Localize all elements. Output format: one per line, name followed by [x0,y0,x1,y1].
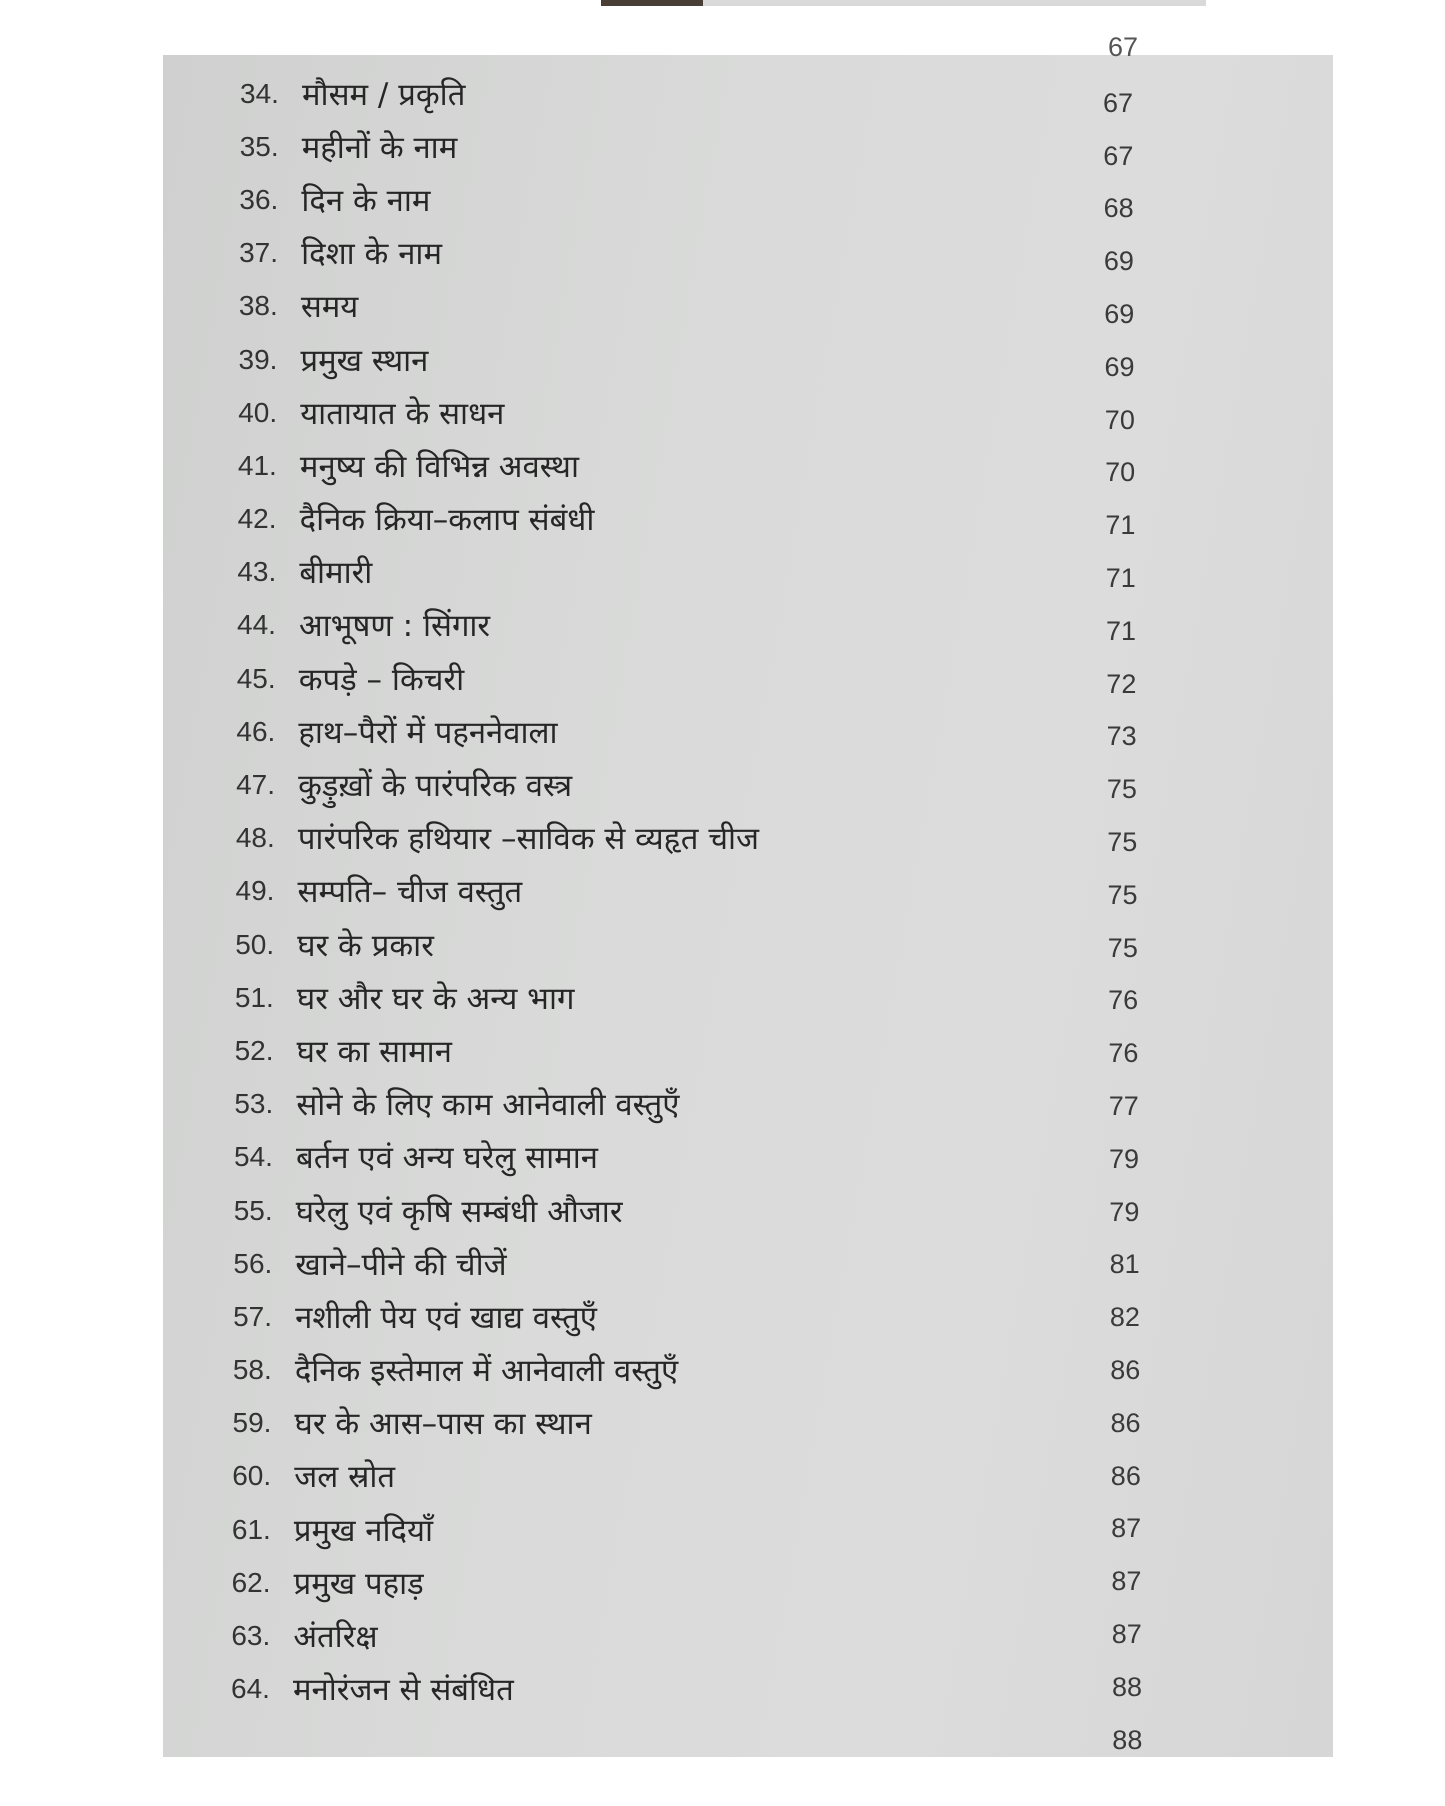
contents-entry [237,652,1060,705]
contents-entry [238,493,1060,546]
entry-title: घर और घर के अन्य भाग [296,980,575,1017]
page-number: 79 [1109,1143,1140,1174]
entry-title: घरेलु एवं कृषि सम्बंधी औजार [295,1193,623,1230]
book-page [163,32,1333,1757]
entry-title: खाने–पीने की चीजें [295,1246,507,1283]
entry-title: हाथ–पैरों में पहननेवाला [298,714,558,751]
entry-number: 36. [239,183,279,215]
contents-entry [240,120,1060,173]
entry-title: प्रमुख पहाड़ [293,1565,424,1602]
page-number: 87 [1111,1619,1142,1649]
entry-number: 45. [236,662,276,694]
contents-entry [236,705,1060,758]
entry-number: 38. [238,290,278,322]
page-number: 73 [1106,721,1137,752]
contents-entry [237,546,1060,599]
entry-number: 35. [239,130,279,162]
contents-entry [238,439,1060,492]
contents-entry [231,1663,1060,1716]
top-image-strip [601,0,1206,6]
contents-entry [239,227,1060,280]
entry-number: 57. [233,1300,273,1332]
contents-entry [238,386,1060,439]
contents-entry [236,812,1060,865]
page-number: 71 [1106,615,1137,646]
contents-entry [233,1397,1061,1450]
entry-title: अंतरिक्ष [293,1619,378,1656]
entry-title: बीमारी [299,555,373,592]
cut-off-page-number: 67 [1108,32,1139,62]
contents-entry [234,1131,1060,1184]
page-number: 69 [1104,351,1135,382]
page-number: 75 [1107,932,1138,963]
entry-number: 46. [236,715,276,747]
entry-title: घर के आस–पास का स्थान [294,1406,592,1443]
entry-title: कुड़ुख़ों के पारंपरिक वस्त्र [298,768,573,805]
entry-title: दिशा के नाम [301,236,442,273]
entry-number: 34. [240,77,279,109]
entry-title: सोने के लिए काम आनेवाली वस्तुएँ [296,1087,680,1124]
contents-entry [237,599,1060,652]
entry-title: सम्पति– चीज वस्तुत [297,874,523,911]
entry-title: मनोरंजन से संबंधित [293,1672,514,1709]
contents-entry [231,1609,1060,1662]
entry-number: 48. [235,822,275,854]
entry-number: 54. [234,1141,273,1173]
page-number: 72 [1106,668,1137,699]
page-number-column [1103,77,1163,1767]
page-number: 67 [1103,87,1134,118]
contents-entry [233,1290,1060,1343]
contents-entry [239,280,1060,333]
page-number: 69 [1103,246,1134,277]
contents-entry [232,1556,1060,1609]
page-number: 75 [1107,879,1138,910]
entry-title: दैनिक क्रिया–कलाप संबंधी [299,502,595,539]
entry-title: नशीली पेय एवं खाद्य वस्तुएँ [295,1299,597,1336]
entry-number: 56. [233,1247,273,1279]
contents-entry [233,1344,1060,1397]
contents-entry [236,865,1061,918]
entry-number: 43. [237,556,277,588]
page-number: 70 [1105,457,1136,488]
entry-title: आभूषण : सिंगार [299,608,491,645]
entry-number: 61. [231,1513,271,1545]
entry-number: 62. [231,1566,271,1598]
entry-number: 64. [231,1673,270,1705]
page-number: 76 [1108,985,1139,1016]
dark-strip-segment [601,0,703,6]
entry-number: 63. [231,1620,271,1652]
entry-title: महीनों के नाम [301,129,458,166]
contents-list [231,67,1060,1716]
entry-title: मौसम / प्रकृति [302,76,466,113]
page-number: 71 [1105,563,1136,594]
entry-number: 60. [232,1460,272,1492]
page-number: 86 [1110,1355,1141,1386]
contents-entry [234,1078,1060,1131]
entry-title: बर्तन एवं अन्य घरेलु सामान [296,1140,598,1177]
entry-number: 51. [234,981,274,1013]
entry-number: 39. [238,343,278,375]
entry-number: 58. [232,1354,272,1386]
page-number: 88 [1112,1671,1143,1702]
contents-entry [235,1024,1060,1077]
page-number: 71 [1105,510,1136,541]
page-number: 75 [1107,827,1138,858]
entry-title: दिन के नाम [301,182,431,219]
entry-number: 53. [234,1088,274,1120]
contents-entry [232,1503,1060,1556]
entry-title: कपड़े – किचरी [298,661,465,698]
contents-entry [235,971,1060,1024]
contents-entry [240,67,1060,120]
contents-entry [234,1184,1060,1237]
entry-number: 55. [233,1194,273,1226]
entry-title: घर के प्रकार [297,927,434,964]
contents-entry [233,1237,1060,1290]
page-number: 82 [1109,1302,1140,1333]
entry-number: 52. [234,1034,274,1066]
entry-number: 40. [238,396,278,428]
contents-entry [236,758,1060,811]
entry-number: 42. [237,503,277,535]
entry-number: 59. [232,1407,272,1439]
entry-number: 50. [235,928,275,960]
entry-title: समय [300,289,359,326]
entry-number: 49. [235,875,275,907]
entry-title: पारंपरिक हथियार –साविक से व्यहृत चीज [297,821,760,858]
page-number: 68 [1103,193,1134,224]
page-number: 87 [1111,1566,1142,1597]
page-number: 79 [1109,1196,1140,1227]
page-number: 67 [1103,140,1134,171]
page-number: 70 [1104,404,1135,435]
page-number: 77 [1108,1091,1139,1122]
contents-entry [235,918,1060,971]
entry-title: दैनिक इस्तेमाल में आनेवाली वस्तुएँ [294,1353,679,1390]
contents-entry [232,1450,1060,1503]
page-number: 81 [1109,1249,1140,1280]
page-number: 76 [1108,1038,1139,1069]
entry-number: 47. [236,769,276,801]
entry-title: प्रमुख नदियाँ [293,1512,433,1549]
entry-title: मनुष्य की विभिन्न अवस्था [299,448,579,485]
contents-entry [239,333,1061,386]
entry-number: 37. [239,237,279,269]
contents-entry [239,173,1060,226]
page-number: 75 [1106,774,1137,805]
entry-title: यातायात के साधन [300,395,505,432]
page-number: 86 [1110,1407,1141,1438]
entry-number: 41. [237,449,277,481]
entry-title: घर का सामान [296,1033,452,1070]
entry-title: जल स्रोत [294,1459,396,1496]
page-number: 86 [1110,1460,1141,1491]
page-number: 87 [1111,1513,1142,1544]
page-number: 88 [1112,1724,1143,1755]
entry-title: प्रमुख स्थान [300,342,429,379]
page-number: 69 [1104,299,1135,330]
entry-number: 44. [237,609,276,641]
